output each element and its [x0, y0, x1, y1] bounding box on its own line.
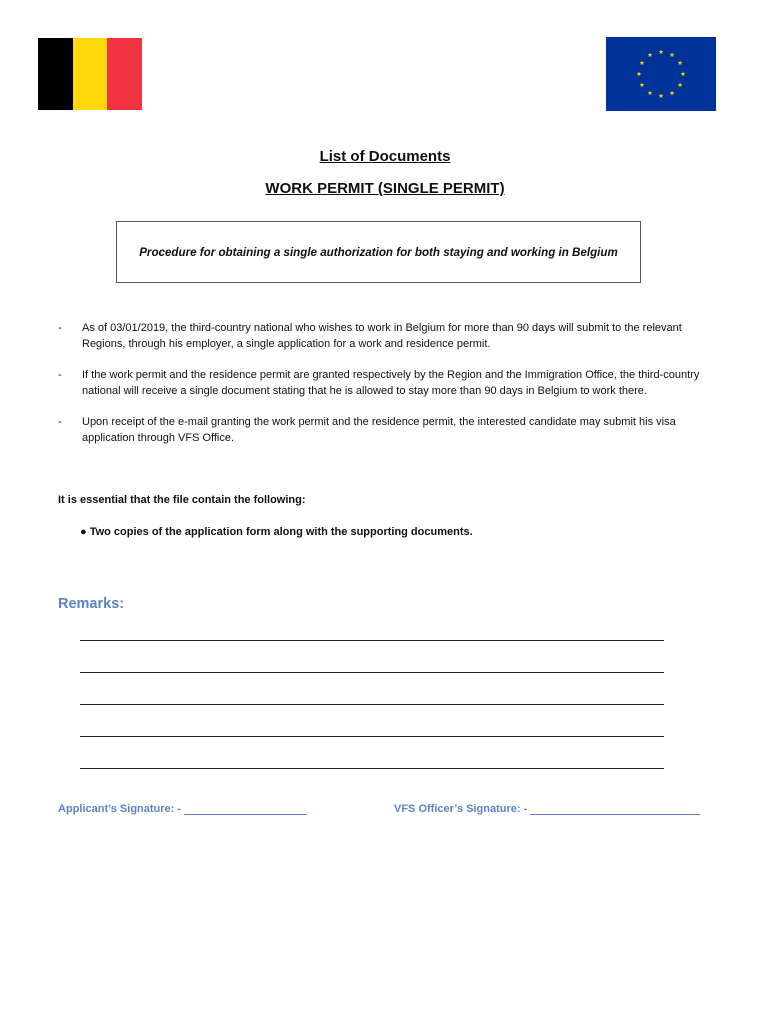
bullet-text: As of 03/01/2019, the third-country national who wishes to work in Belgium for more than 90 days will submit to the relevant Regions, through his employer, a single application for a work and residence permit. [82, 322, 682, 350]
belgium-flag [38, 38, 142, 110]
eu-flag [606, 37, 716, 111]
bullet-dash: - [58, 369, 62, 381]
bullet-dash: - [58, 322, 62, 334]
applicant-signature-label: Applicant’s Signature: - [58, 803, 182, 815]
procedure-box [116, 221, 641, 283]
remarks-label: Remarks: [58, 596, 125, 612]
bullet-dash: - [58, 416, 62, 428]
applicant-signature [58, 803, 307, 815]
remarks-line[interactable] [80, 768, 664, 769]
remarks-line[interactable] [80, 672, 664, 673]
procedure-text: Procedure for obtaining a single authorization for both staying and working in Belgium [139, 245, 618, 259]
essential-heading: It is essential that the file contain the following: [58, 494, 306, 506]
applicant-signature-line[interactable] [184, 803, 307, 815]
bullet-item [58, 414, 728, 446]
remarks-line[interactable] [80, 640, 664, 641]
vfs-officer-signature-label: VFS Officer’s Signature: - [394, 803, 528, 815]
bullet-text: Upon receipt of the e-mail granting the work permit and the residence permit, the interested candidate may submit his visa application through VFS Office. [82, 416, 676, 444]
document-title: List of Documents [319, 148, 451, 165]
bullet-item [58, 320, 728, 352]
remarks-line[interactable] [80, 704, 664, 705]
belgium-flag-black-stripe [38, 38, 73, 110]
bullet-item [58, 367, 728, 399]
vfs-officer-signature-line[interactable] [530, 803, 700, 815]
requirement-item: ● Two copies of the application form along with the supporting documents. [80, 526, 473, 538]
document-subtitle: WORK PERMIT (SINGLE PERMIT) [265, 180, 505, 197]
remarks-line[interactable] [80, 736, 664, 737]
vfs-officer-signature [394, 803, 700, 815]
belgium-flag-yellow-stripe [73, 38, 108, 110]
belgium-flag-red-stripe [107, 38, 142, 110]
bullet-text: If the work permit and the residence permit are granted respectively by the Region and the Immigration Office, the third-country national will receive a single document stating that he is allowed to stay more than 90 days in Belgium to work there. [82, 369, 700, 397]
